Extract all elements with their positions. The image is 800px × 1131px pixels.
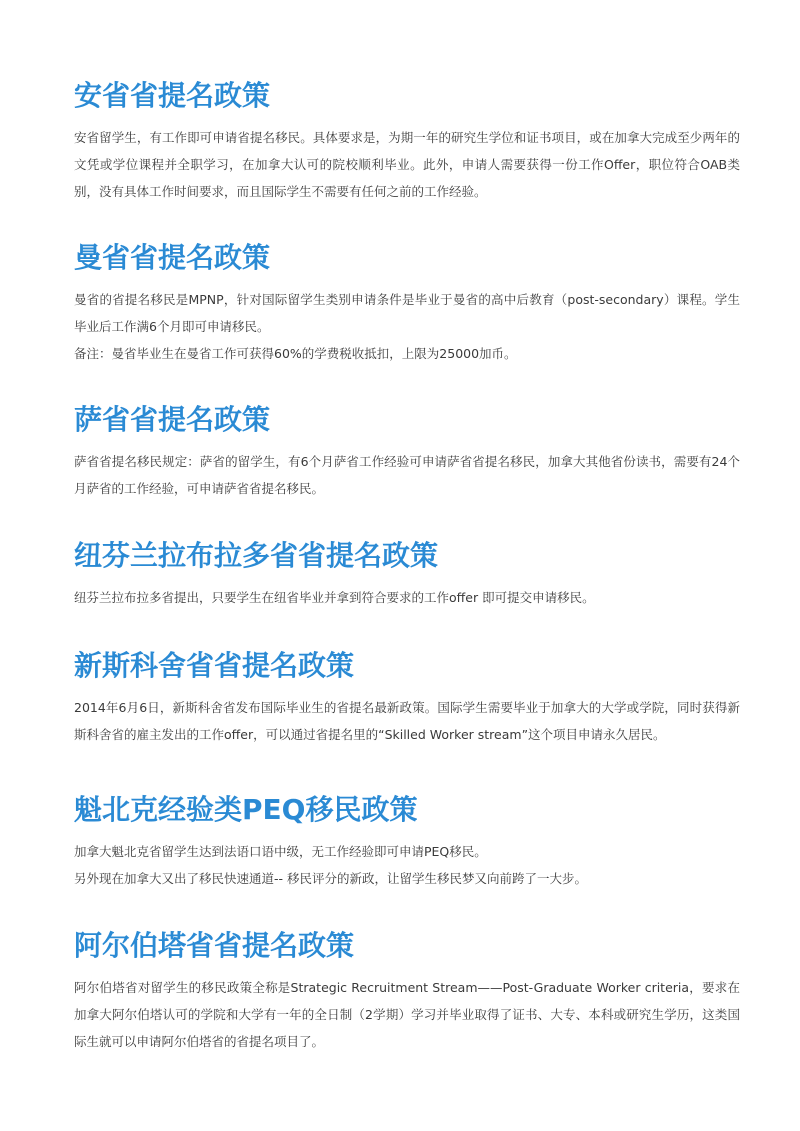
section-title: 新斯科舍省省提名政策 xyxy=(74,649,355,682)
section-newfoundland-labrador xyxy=(74,538,740,611)
paragraph: 纽芬兰拉布拉多省提出，只要学生在纽省毕业并拿到符合要求的工作offer 即可提交申请移民。 xyxy=(74,590,595,605)
paragraph: 安省留学生，有工作即可申请省提名移民。具体要求是，为期一年的研究生学位和证书项目，或在加拿大完成至少两年的文凭或学位课程并全职学习，在加拿大认可的院校顺利毕业。此外，申请人需要获得一份工作Offer，职位符合OAB类别，没有具体工作时间要求，而且国际学生不需要有任何之前的工作经验。 xyxy=(74,130,740,199)
paragraph: 阿尔伯塔省对留学生的移民政策全称是Strategic Recruitment Stream——Post-Graduate Worker criteria，要求在加拿大阿尔伯塔认可的学院和大学有一年的全日制（2学期）学习并毕业取得了证书、大专、本科或研究生学历，这类国际生就可以申请阿尔伯塔省的省提名项目了。 xyxy=(74,980,740,1049)
paragraph-note: 备注：曼省毕业生在曼省工作可获得60%的学费税收抵扣，上限为25000加币。 xyxy=(74,346,517,361)
paragraph: 萨省省提名移民规定：萨省的留学生，有6个月萨省工作经验可申请萨省省提名移民，加拿大其他省份读书，需要有24个月萨省的工作经验，可申请萨省省提名移民。 xyxy=(74,454,740,496)
section-body xyxy=(74,974,740,1055)
section-manitoba xyxy=(74,240,740,367)
section-body xyxy=(74,448,740,502)
paragraph: 曼省的省提名移民是MPNP，针对国际留学生类别申请条件是毕业于曼省的高中后教育（post-secondary）课程。学生毕业后工作满6个月即可申请移民。 xyxy=(74,292,740,334)
paragraph: 另外现在加拿大又出了移民快速通道-- 移民评分的新政，让留学生移民梦又向前跨了一大步。 xyxy=(74,871,587,886)
section-saskatchewan xyxy=(74,402,740,502)
section-body xyxy=(74,584,740,611)
section-body xyxy=(74,286,740,367)
section-title: 安省省提名政策 xyxy=(74,79,271,112)
section-body xyxy=(74,124,740,205)
paragraph: 2014年6月6日，新斯科舍省发布国际毕业生的省提名最新政策。国际学生需要毕业于加拿大的大学或学院，同时获得新斯科舍省的雇主发出的工作offer，可以通过省提名里的“Skilled Worker stream”这个项目申请永久居民。 xyxy=(74,700,740,742)
section-nova-scotia xyxy=(74,648,740,748)
paragraph: 加拿大魁北克省留学生达到法语口语中级，无工作经验即可申请PEQ移民。 xyxy=(74,844,487,859)
section-title: 萨省省提名政策 xyxy=(74,403,271,436)
section-body xyxy=(74,838,740,892)
section-title: 阿尔伯塔省省提名政策 xyxy=(74,929,355,962)
section-quebec-peq xyxy=(74,792,740,892)
section-ontario xyxy=(74,78,740,205)
section-alberta xyxy=(74,928,740,1055)
section-title: 纽芬兰拉布拉多省省提名政策 xyxy=(74,539,439,572)
section-body xyxy=(74,694,740,748)
section-title: 魁北克经验类PEQ移民政策 xyxy=(74,793,418,826)
section-title: 曼省省提名政策 xyxy=(74,241,271,274)
